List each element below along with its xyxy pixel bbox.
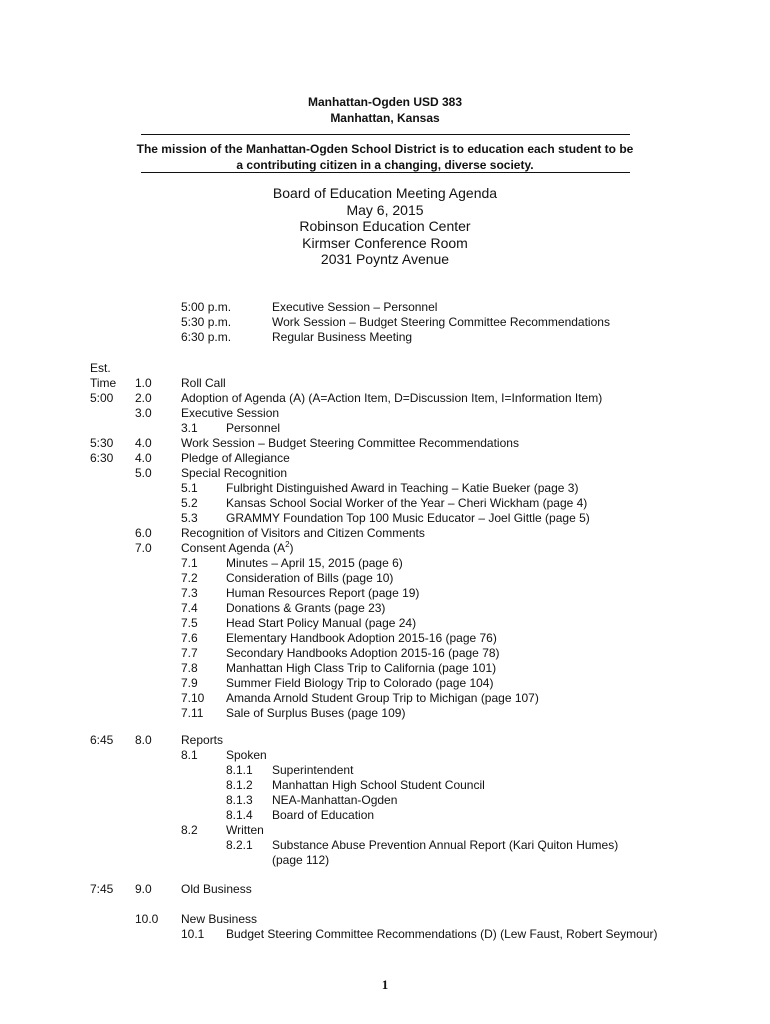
meeting-room: Kirmser Conference Room (302, 234, 468, 251)
meeting-title: Board of Education Meeting Agenda (272, 185, 498, 201)
footnote-superscript: 2 (285, 540, 290, 549)
agenda-subitem-number: 5.1 (181, 481, 198, 495)
agenda-subsubitem-number: 8.1.3 (226, 793, 253, 807)
agenda-subsubitem-text: Superintendent (272, 763, 354, 777)
page-number: 1 (381, 977, 389, 992)
agenda-time: 6:45 (90, 733, 114, 747)
agenda-subitem-text: Consideration of Bills (page 10) (226, 571, 394, 585)
agenda-subitem-number: 7.11 (181, 706, 204, 720)
agenda-time: 7:45 (90, 882, 114, 896)
est-label: Est. (90, 361, 111, 375)
agenda-item-text: Adoption of Agenda (A) (A=Action Item, D=Discussion Item, I=Information Item) (181, 391, 603, 405)
agenda-subitem-text: Budget Steering Committee Recommendations (D) (Lew Faust, Robert Seymour) (226, 927, 658, 941)
agenda-number: 6.0 (135, 526, 152, 540)
agenda-item-text: Work Session – Budget Steering Committee Recommendations (181, 436, 519, 450)
agenda-time: 5:30 (90, 436, 114, 450)
agenda-subsubitem-text: NEA-Manhattan-Ogden (272, 793, 398, 807)
agenda-subitem-number: 7.1 (181, 556, 198, 570)
district-location: Manhattan, Kansas (330, 111, 440, 125)
agenda-item-text: New Business (181, 912, 258, 926)
agenda-time: 6:30 (90, 451, 114, 465)
agenda-subsubitem-number: 8.1.4 (226, 808, 253, 822)
agenda-number: 4.0 (135, 451, 152, 465)
agenda-subitem-text: Donations & Grants (page 23) (226, 601, 386, 615)
agenda-number: 5.0 (135, 466, 152, 480)
agenda-number: 7.0 (135, 541, 152, 555)
mission-statement: The mission of the Manhattan-Ogden School District is to education each student to be a contributing citizen in a changing, diverse society. (136, 142, 634, 172)
agenda-item-text: Old Business (181, 882, 252, 896)
agenda-number: 1.0 (135, 376, 152, 390)
meeting-location: Robinson Education Center (299, 218, 471, 234)
agenda-subitem-text: Spoken (226, 748, 267, 762)
agenda-item-text: Executive Session (181, 406, 280, 420)
session-name: Regular Business Meeting (272, 330, 413, 344)
session-name: Work Session – Budget Steering Committee Recommendations (272, 315, 610, 329)
agenda-subitem-text: Summer Field Biology Trip to Colorado (page 104) (226, 676, 494, 690)
agenda-subitem-number: 7.9 (181, 676, 198, 690)
agenda-time: Time (90, 376, 117, 390)
agenda-number: 4.0 (135, 436, 152, 450)
agenda-subsubitem-number: 8.2.1 (226, 838, 253, 852)
agenda-subitem-text: Minutes – April 15, 2015 (page 6) (226, 556, 403, 570)
agenda-subitem-text: Kansas School Social Worker of the Year – Cheri Wickham (page 4) (226, 496, 588, 510)
agenda-subitem-text: Sale of Surplus Buses (page 109) (226, 706, 406, 720)
agenda-subitem-number: 7.6 (181, 631, 198, 645)
agenda-subitem-text: Elementary Handbook Adoption 2015-16 (page 76) (226, 631, 497, 645)
agenda-subitem-number: 7.10 (181, 691, 205, 705)
session-time: 5:30 p.m. (181, 315, 232, 329)
agenda-subitem-text: Human Resources Report (page 19) (226, 586, 420, 600)
agenda-item-text: Consent Agenda $(A^2)$ (181, 540, 294, 555)
agenda-subitem-text: Amanda Arnold Student Group Trip to Michigan (page 107) (226, 691, 539, 705)
agenda-subitem-text: GRAMMY Foundation Top 100 Music Educator – Joel Gittle (page 5) (226, 511, 590, 525)
agenda-number: 3.0 (135, 406, 152, 420)
agenda-time: 5:00 (90, 391, 114, 405)
meeting-title-block (0, 185, 770, 268)
agenda-subsubitem-text: Substance Abuse Prevention Annual Report (Kari Quiton Humes) (272, 838, 619, 852)
agenda-item-text-tail: ) (289, 541, 294, 555)
agenda-subsubitem-number: 8.1.1 (226, 763, 253, 777)
agenda-item-text: Recognition of Visitors and Citizen Comments (181, 526, 425, 540)
agenda-number: 2.0 (135, 391, 152, 405)
agenda-item-text: Pledge of Allegiance (181, 451, 290, 465)
agenda-subitem-number: 5.3 (181, 511, 198, 525)
bottom-rule (141, 172, 630, 173)
agenda-subitem-number: 10.1 (181, 927, 205, 941)
agenda-subsubitem-text: Board of Education (272, 808, 375, 822)
agenda-continuation-text: (page 112) (272, 853, 330, 867)
agenda-subsubitem-text: Manhattan High School Student Council (272, 778, 485, 792)
agenda-subitem-text: Manhattan High Class Trip to California (page 101) (226, 661, 497, 675)
agenda-subitem-text: Fulbright Distinguished Award in Teaching – Katie Bueker (page 3) (226, 481, 579, 495)
agenda-subitem-text: Head Start Policy Manual (page 24) (226, 616, 417, 630)
meeting-date: May 6, 2015 (346, 201, 424, 218)
agenda-subitem-number: 7.5 (181, 616, 198, 630)
agenda-subitem-text: Written (226, 823, 264, 837)
district-name: Manhattan-Ogden USD 383 (307, 95, 463, 109)
agenda-number: 9.0 (135, 882, 152, 896)
top-rule (141, 134, 630, 135)
session-name: Executive Session – Personnel (272, 300, 438, 314)
agenda-subitem-number: 7.2 (181, 571, 198, 585)
agenda-subitem-number: 8.1 (181, 748, 198, 762)
agenda-subitem-number: 7.8 (181, 661, 198, 675)
agenda-subitem-number: 7.7 (181, 646, 198, 660)
agenda-subitem-number: 7.4 (181, 601, 198, 615)
agenda-item-text: Reports (181, 733, 224, 747)
session-time: 5:00 p.m. (181, 300, 232, 314)
agenda-subitem-number: 8.2 (181, 823, 198, 837)
agenda-subitem-number: 3.1 (181, 421, 198, 435)
agenda-subsubitem-number: 8.1.2 (226, 778, 253, 792)
agenda-number: 10.0 (135, 912, 159, 926)
session-time: 6:30 p.m. (181, 330, 232, 344)
agenda-subitem-number: 5.2 (181, 496, 198, 510)
agenda-item-text: Special Recognition (181, 466, 288, 480)
agenda-subitem-text: Secondary Handbooks Adoption 2015-16 (page 78) (226, 646, 500, 660)
agenda-subitem-number: 7.3 (181, 586, 198, 600)
agenda-subitem-text: Personnel (226, 421, 281, 435)
agenda-item-text: Roll Call (181, 376, 226, 390)
meeting-address: 2031 Poyntz Avenue (320, 251, 450, 267)
agenda-number: 8.0 (135, 733, 152, 747)
